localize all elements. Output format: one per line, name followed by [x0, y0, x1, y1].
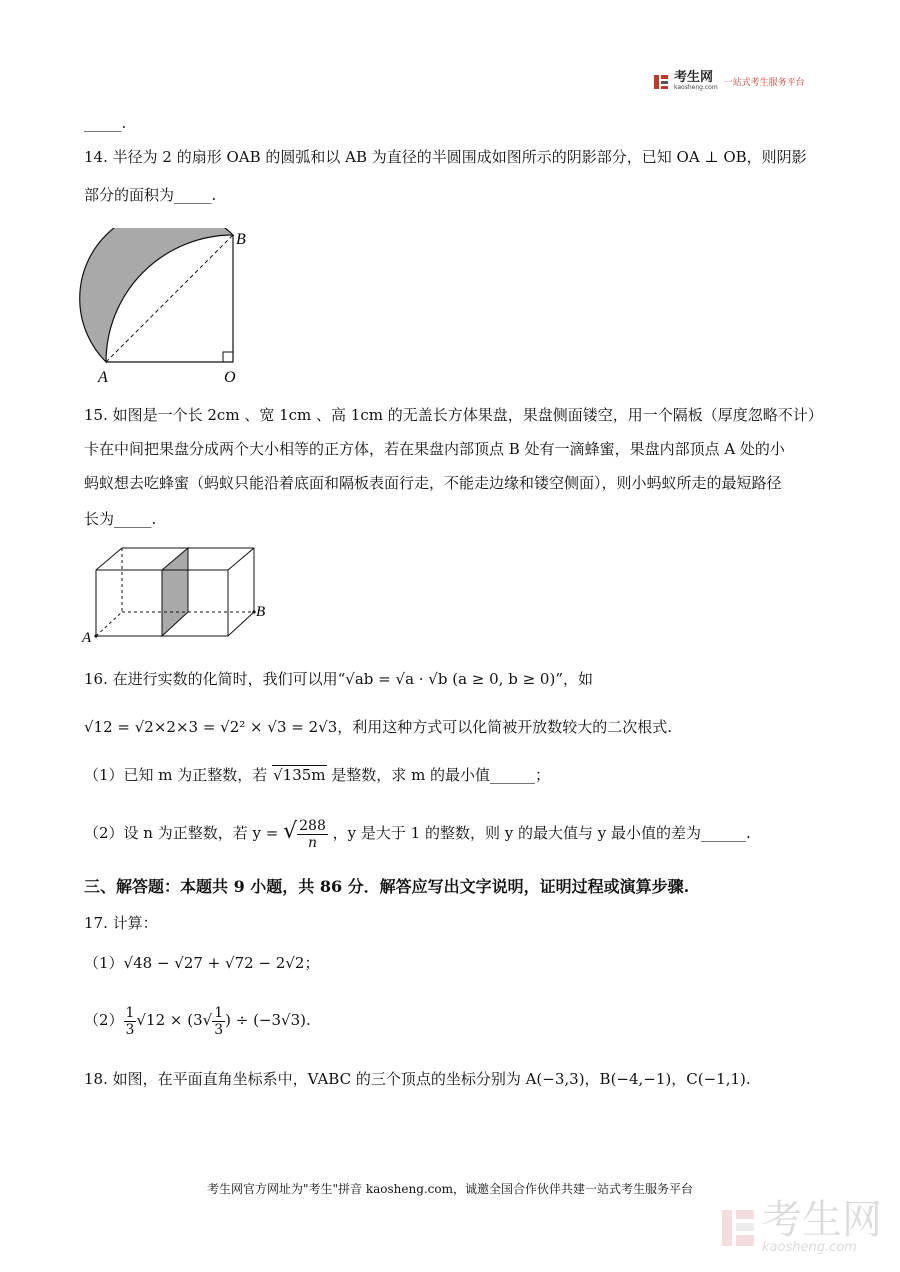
q16-p1-b: 是整数，求 m 的最小值______； — [331, 766, 551, 784]
q17-p2-expr-c: ) ÷ (−3√3) — [225, 1011, 306, 1029]
q15-edge — [96, 548, 122, 570]
q15-line2: 卡在中间把果盘分成两个大小相等的正方体，若在果盘内部顶点 B 处有一滴蜂蜜，果盘内部顶点 A 处的小 — [84, 440, 785, 458]
q17-p2-label: （2） — [84, 1011, 124, 1029]
q16-formula2: √12 = √2×2×3 = √2² × √3 = 2√3 — [84, 718, 338, 736]
q15-line3: 蚂蚁想去吃蜂蜜（蚂蚁只能沿着底面和隔板表面行走，不能走边缘和镂空侧面），则小蚂蚁所走的最短路径 — [84, 474, 782, 492]
q17-p2-end: . — [305, 1011, 311, 1029]
q14-shaded-region — [80, 228, 233, 362]
q16-part1 — [84, 764, 550, 786]
q15-divider-panel — [162, 548, 188, 636]
q16-p2-fraction — [297, 818, 328, 851]
logo-text-group — [674, 72, 718, 91]
q15-edge — [228, 548, 254, 570]
q14-line1: 14. 半径为 2 的扇形 OAB 的圆弧和以 AB 为直径的半圆围成如图所示的阴影部分，已知 OA ⊥ OB，则阴影 — [84, 148, 807, 166]
q17-title: 17. 计算： — [84, 914, 158, 932]
q15-line1: 15. 如图是一个长 2cm 、宽 1cm 、高 1cm 的无盖长方体果盘，果盘侧面镂空，用一个隔板（厚度忽略不计） — [84, 406, 823, 424]
q15-label-B: B — [256, 604, 266, 620]
q17-p2-fraction — [124, 1005, 137, 1038]
q17-p1-end: ； — [304, 954, 320, 972]
kaosheng-logo-icon — [652, 73, 670, 91]
page-footer: 考生网官方网址为"考生"拼音 kaosheng.com，诚邀全国合作伙伴共建一站式考生服务平台 — [206, 1182, 694, 1196]
q17-p1-expression: √48 − √27 + √72 − 2√2 — [123, 954, 305, 972]
header-slogan: 一站式考生服务平台 — [723, 78, 805, 88]
sqrt-sign-icon: √ — [283, 819, 298, 844]
q16-p2-numerator: 288 — [299, 817, 326, 834]
logo-url: kaosheng.com — [674, 84, 718, 91]
q16-intro-a: 16. 在进行实数的化简时，我们可以用“ — [84, 670, 346, 688]
q16-p1-a: （1）已知 m 为正整数，若 — [84, 766, 268, 784]
watermark-url: kaosheng.com — [762, 1240, 857, 1255]
q15-edge — [228, 612, 254, 636]
q17-p2-inner-denominator: 3 — [214, 1021, 224, 1038]
watermark — [720, 1197, 882, 1255]
q15-line4: 长为_____. — [84, 510, 157, 528]
q15-point-A — [94, 634, 97, 637]
q16-intro-b: ”，如 — [555, 670, 593, 688]
q17-p2-expr-a: √12 × — [136, 1011, 188, 1029]
q16-p2-a: （2）设 n 为正整数，若 y = — [84, 824, 279, 842]
q17-p2-expr-b: (3√ — [187, 1011, 213, 1029]
q15-hidden-edge — [96, 612, 122, 636]
q17-p2-inner-fraction — [212, 1005, 225, 1038]
q14-right-angle-mark — [223, 352, 233, 362]
q14-label-A: A — [98, 369, 108, 386]
q16-example — [84, 716, 672, 738]
q16-formula1: √ab = √a · √b (a ≥ 0, b ≥ 0) — [345, 670, 556, 688]
top-answer-blank: _____. — [84, 114, 127, 132]
q16-intro-c: ，利用这种方式可以化简被开放数较大的二次根式. — [337, 718, 673, 736]
logo-text: 考生网 — [674, 70, 714, 85]
q17-p2-inner-numerator: 1 — [214, 1004, 224, 1021]
section3-title: 三、解答题：本题共 9 小题，共 86 分．解答应写出文字说明，证明过程或演算步骤. — [84, 877, 690, 896]
q15-label-A: A — [82, 630, 92, 646]
q16-p2-b: ，y 是大于 1 的整数，则 y 的最大值与 y 最小值的差为______. — [332, 824, 751, 842]
watermark-text: 考生网 — [762, 1197, 882, 1243]
q17-part1 — [84, 952, 319, 974]
q15-figure — [78, 540, 278, 648]
q14-figure — [78, 228, 253, 388]
q17-p2-denominator: 3 — [125, 1021, 135, 1038]
q14-line2: 部分的面积为_____. — [84, 186, 217, 204]
watermark-text-group — [762, 1197, 882, 1255]
q16-p1-radical: √135m — [273, 766, 326, 784]
q16-part2 — [84, 812, 751, 853]
q17-p2-numerator: 1 — [125, 1004, 135, 1021]
header-brand — [652, 72, 805, 91]
q16-p2-denominator: n — [307, 834, 318, 851]
q14-label-B: B — [236, 231, 246, 248]
q14-label-O: O — [224, 369, 236, 386]
q17-p1-label: （1） — [84, 954, 124, 972]
q16-intro — [84, 668, 593, 690]
q18-text: 18. 如图，在平面直角坐标系中，VABC 的三个顶点的坐标分别为 A(−3,3)，B(−4,−1)，C(−1,1). — [84, 1070, 751, 1088]
q17-part2 — [84, 1000, 311, 1040]
watermark-logo-icon — [720, 1208, 756, 1248]
